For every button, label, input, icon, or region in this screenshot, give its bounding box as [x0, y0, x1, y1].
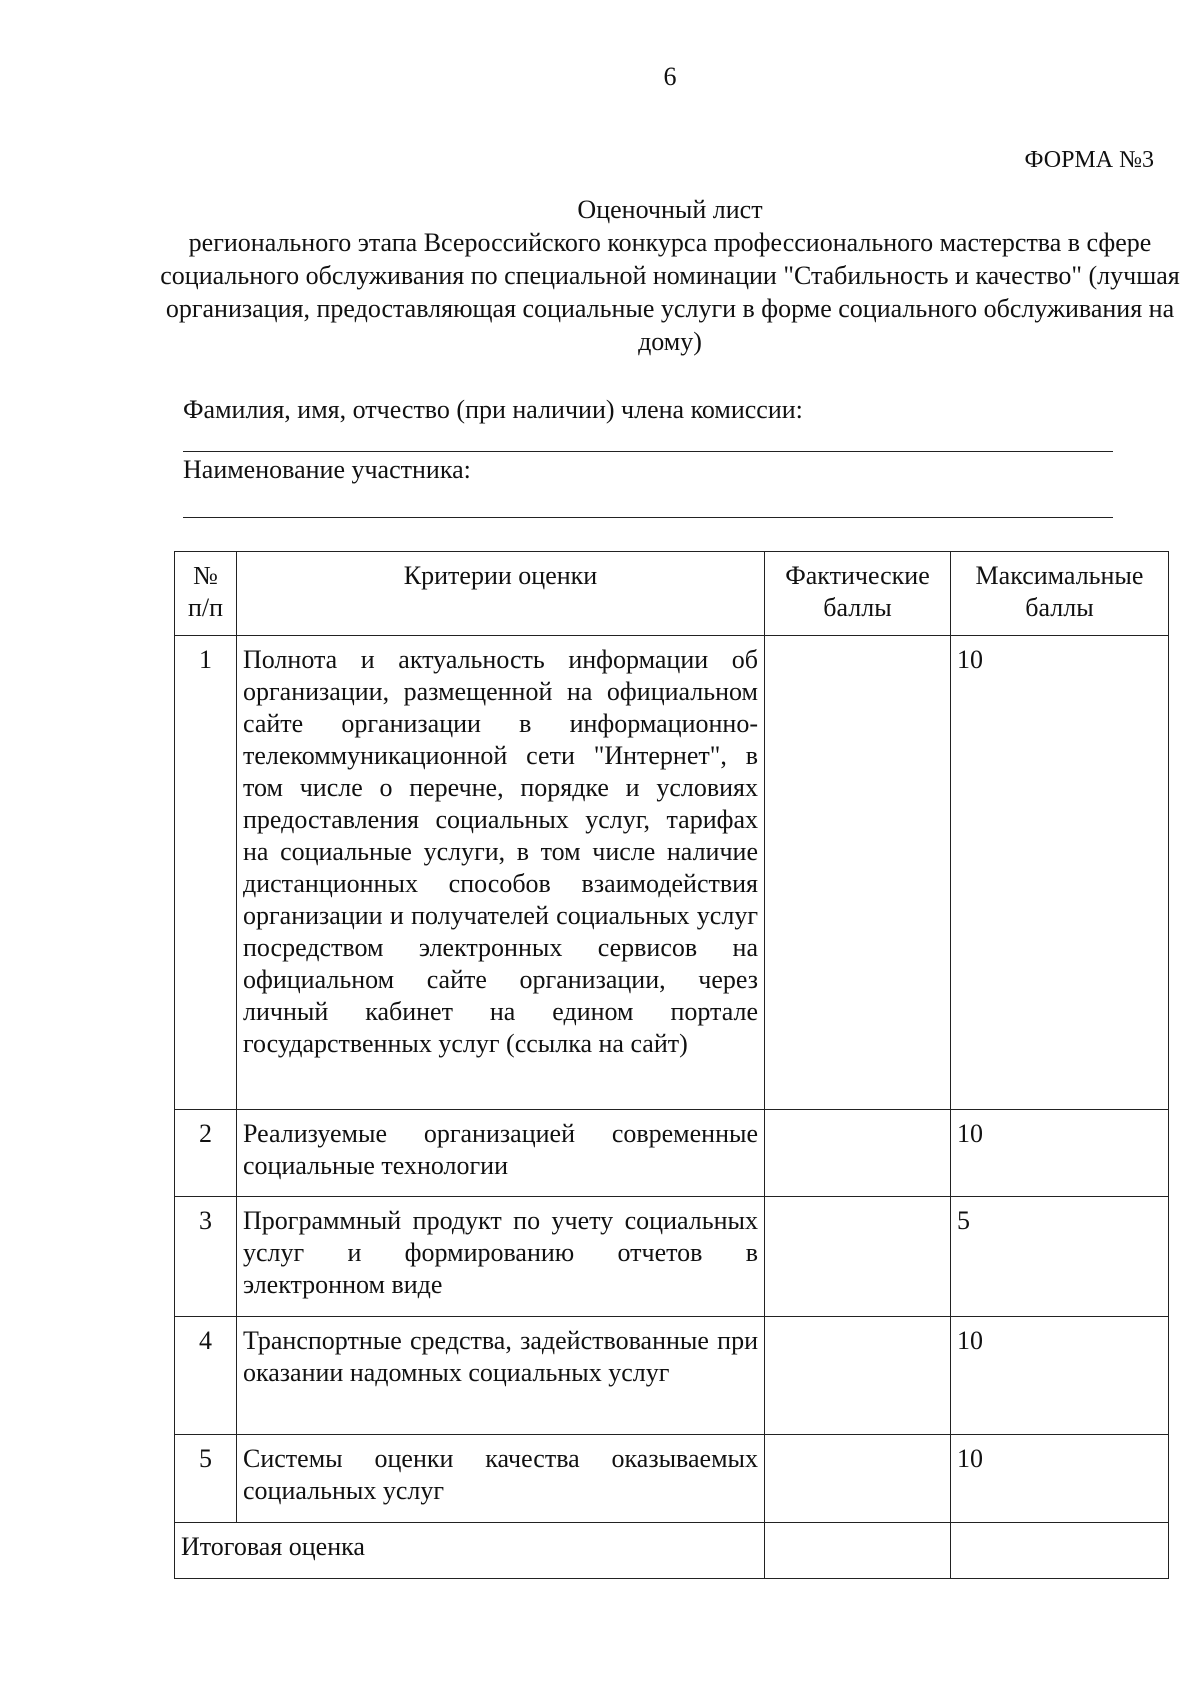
title-main: Оценочный лист — [577, 195, 763, 224]
total-max-score — [951, 1523, 1169, 1579]
row-actual-score[interactable] — [765, 1197, 951, 1317]
commission-member-line[interactable] — [183, 451, 1113, 452]
row-actual-score[interactable] — [765, 636, 951, 1110]
table-row — [175, 1197, 1169, 1317]
row-actual-score[interactable] — [765, 1110, 951, 1197]
total-actual-score[interactable] — [765, 1523, 951, 1579]
participant-label: Наименование участника: — [183, 455, 471, 484]
header-number: № п/п — [175, 552, 237, 636]
total-row — [175, 1523, 1169, 1579]
document-title — [150, 193, 1190, 358]
form-label: ФОРМА №3 — [1024, 147, 1154, 173]
table-row — [175, 1317, 1169, 1435]
row-number: 1 — [175, 636, 237, 1110]
table-row — [175, 1435, 1169, 1523]
row-criteria: Программный продукт по учету социальных услуг и формированию отчетов в электронном виде — [237, 1197, 765, 1317]
title-subtitle: регионального этапа Всероссийского конкурса профессионального мастерства в сфере социального обслуживания по специальной номинации "Стабильность и качество" (лучшая организация, предоставляющая социальные услуги в форме социального обслуживания на дому) — [160, 228, 1180, 356]
row-number: 2 — [175, 1110, 237, 1197]
header-actual: Фактические баллы — [765, 552, 951, 636]
header-max: Максимальные баллы — [951, 552, 1169, 636]
row-number: 4 — [175, 1317, 237, 1435]
commission-member-label: Фамилия, имя, отчество (при наличии) члена комиссии: — [183, 395, 803, 424]
row-max-score: 10 — [951, 1110, 1169, 1197]
header-criteria: Критерии оценки — [237, 552, 765, 636]
criteria-table — [174, 551, 1169, 1579]
page-number: 6 — [663, 62, 677, 91]
row-number: 5 — [175, 1435, 237, 1523]
table-row — [175, 1110, 1169, 1197]
row-actual-score[interactable] — [765, 1317, 951, 1435]
row-max-score: 10 — [951, 1317, 1169, 1435]
row-criteria: Системы оценки качества оказываемых социальных услуг — [237, 1435, 765, 1523]
row-max-score: 5 — [951, 1197, 1169, 1317]
row-number: 3 — [175, 1197, 237, 1317]
row-criteria: Транспортные средства, задействованные при оказании надомных социальных услуг — [237, 1317, 765, 1435]
row-max-score: 10 — [951, 636, 1169, 1110]
row-criteria: Полнота и актуальность информации об организации, размещенной на официальном сайте организации в информационно-телекоммуникационной сети "Интернет", в том числе о перечне, порядке и условиях предоставления социальных услуг, тарифах на социальные услуги, в том числе наличие дистанционных способов взаимодействия организации и получателей социальных услуг посредством электронных сервисов на официальном сайте организации, через личный кабинет на едином портале государственных услуг (ссылка на сайт) — [237, 636, 765, 1110]
row-actual-score[interactable] — [765, 1435, 951, 1523]
table-row — [175, 636, 1169, 1110]
total-label: Итоговая оценка — [175, 1523, 765, 1579]
row-criteria: Реализуемые организацией современные социальные технологии — [237, 1110, 765, 1197]
participant-line[interactable] — [183, 517, 1113, 518]
row-max-score: 10 — [951, 1435, 1169, 1523]
table-header-row — [175, 552, 1169, 636]
